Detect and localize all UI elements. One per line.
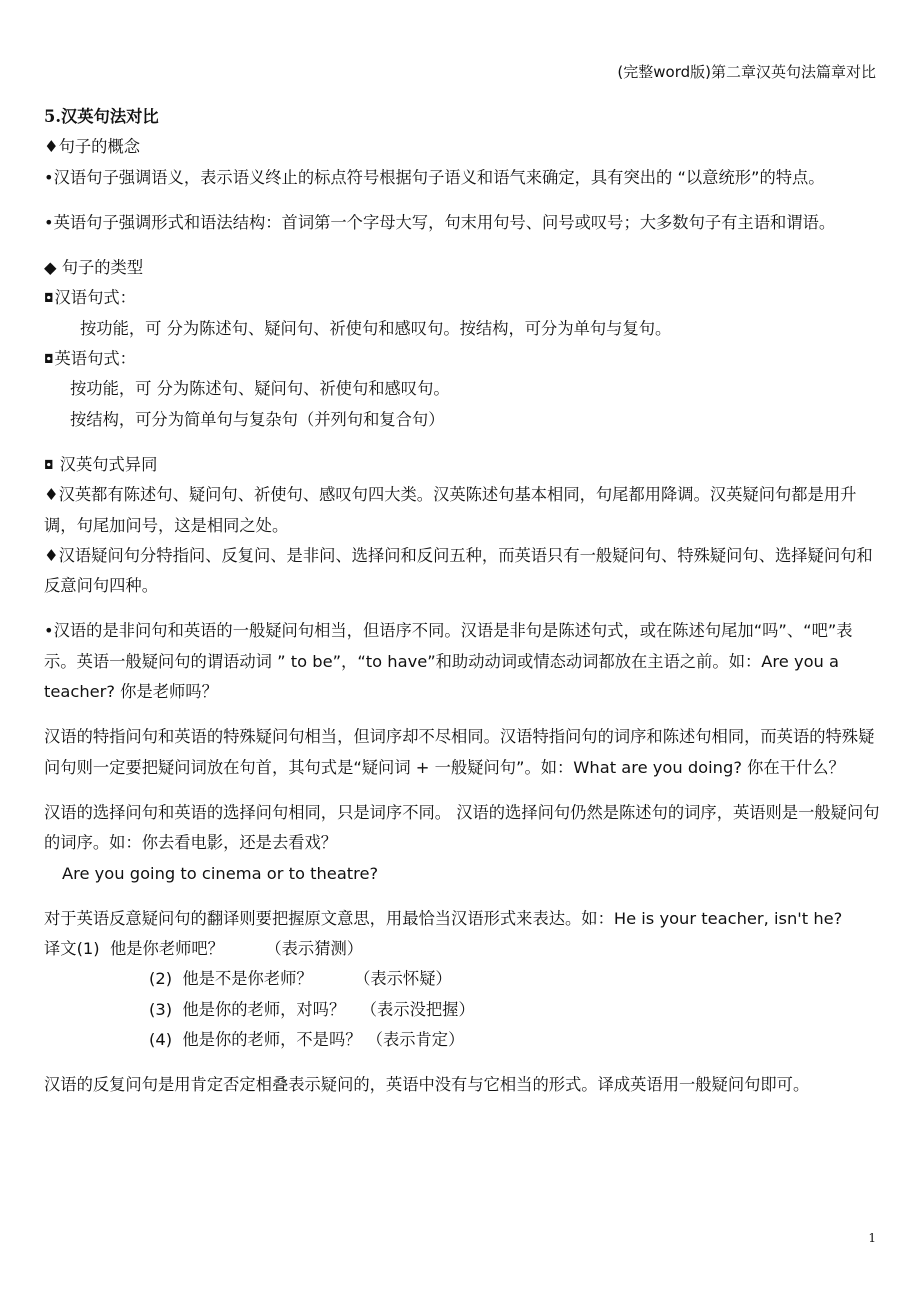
translation-item-4: (4) 他是你的老师，不是吗？ （表示肯定） — [149, 1030, 465, 1050]
section-title: 5.汉英句法对比 — [44, 107, 159, 126]
square-bullet-icon: ◘ — [44, 457, 54, 472]
english-pattern-label: 英语句式： — [54, 349, 136, 369]
paragraph-wh-question: 汉语的特指问句和英语的特殊疑问句相当，但词序却不尽相同。汉语特指问句的词序和陈述句相同，而英语的特殊疑问句则一定要把疑问词放在句首，其句式是“疑问词 + 一般疑问句”。如：What are you doing? 你在干什么？ — [44, 727, 875, 777]
english-pattern-function: 按功能，可 分为陈述句、疑问句、祈使句和感叹句。 — [70, 379, 450, 399]
paragraph-tag-question: 对于英语反意疑问句的翻译则要把握原文意思，用最恰当汉语形式来表达。如：He is your teacher, isn't he? — [44, 908, 843, 928]
paragraph-four-types: ♦汉英都有陈述句、疑问句、祈使句、感叹句四大类。汉英陈述句基本相同，句尾都用降调。汉英疑问句都是用升调，句尾加问号，这是相同之处。 — [44, 485, 857, 535]
chinese-pattern-label: 汉语句式： — [54, 288, 136, 308]
translation-item-3: (3) 他是你的老师，对吗？ （表示没把握） — [149, 999, 475, 1019]
square-bullet-icon: ◘ — [44, 291, 54, 306]
paragraph-yes-no-question: •汉语的是非问句和英语的一般疑问句相当，但语序不同。汉语是非句是陈述句式，或在陈述句尾加“吗”、“吧”表示。英语一般疑问句的谓语动词 ” to be”，“to have”和助动动词或情态动词都放在主语之前。如：Are you a teacher? 你是老师吗？ — [44, 621, 853, 702]
running-header: (完整word版)第二章汉英句法篇章对比 — [617, 63, 876, 81]
paragraph-chinese-definition: •汉语句子强调语义，表示语义终止的标点符号根据句子语义和语气来确定，具有突出的 “以意统形”的特点。 — [44, 167, 825, 187]
chinese-pattern-text: 按功能，可 分为陈述句、疑问句、祈使句和感叹句。按结构，可分为单句与复句。 — [80, 318, 672, 338]
paragraph-repeat-question: 汉语的反复问句是用肯定否定相叠表示疑问的，英语中没有与它相当的形式。译成英语用一般疑问句即可。 — [44, 1075, 810, 1095]
chinese-pattern-heading — [44, 283, 884, 313]
choice-question-example: Are you going to cinema or to theatre? — [62, 863, 379, 883]
square-bullet-icon: ◘ — [44, 352, 54, 367]
document-body — [44, 102, 884, 1101]
english-pattern-heading — [44, 344, 884, 374]
page-number: 1 — [868, 1231, 876, 1245]
translation-item-1: 译文(1) 他是你老师吧？ （表示猜测） — [44, 939, 364, 959]
heading-sentence-types: ◆ 句子的类型 — [44, 258, 144, 278]
heading-sentence-concept: ♦句子的概念 — [44, 137, 141, 157]
paragraph-english-definition: •英语句子强调形式和语法结构：首词第一个字母大写，句末用句号、问号或叹号；大多数句子有主语和谓语。 — [44, 212, 836, 232]
translation-item-2: (2) 他是不是你老师？ （表示怀疑） — [149, 969, 452, 989]
heading-diff-label: 汉英句式异同 — [54, 454, 158, 474]
paragraph-question-types: ♦汉语疑问句分特指问、反复问、是非问、选择问和反问五种，而英语只有一般疑问句、特殊疑问句、选择疑问句和反意问句四种。 — [44, 545, 873, 596]
heading-similarities-differences — [44, 450, 884, 480]
english-pattern-structure: 按结构，可分为简单句与复杂句（并列句和复合句） — [70, 409, 445, 429]
paragraph-choice-question: 汉语的选择问句和英语的选择问句相同，只是词序不同。 汉语的选择问句仍然是陈述句的词序，英语则是一般疑问句的词序。如：你去看电影，还是去看戏？ — [44, 802, 880, 853]
